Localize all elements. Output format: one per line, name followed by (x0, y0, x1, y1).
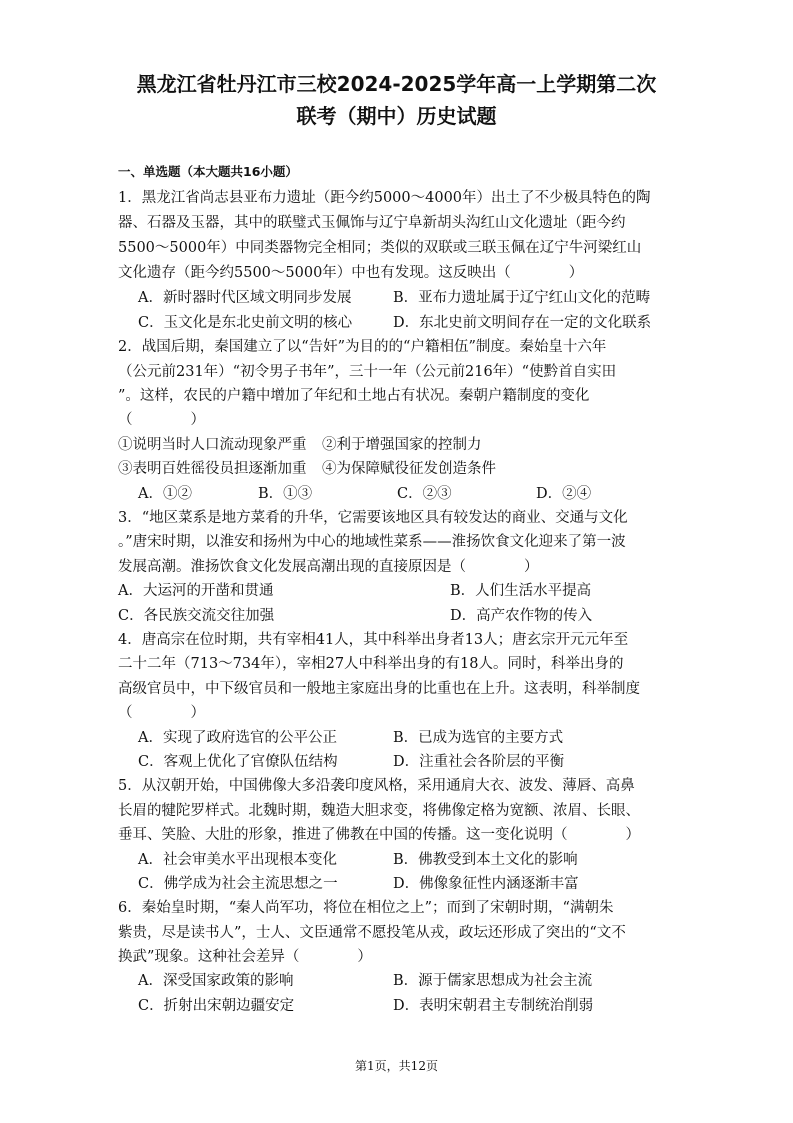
q6-stem-line: 紫贵，尽是读书人”，士人、文臣通常不愿投笔从戎，政坛还形成了突出的“文不 (118, 925, 626, 941)
q2-statement-4: ④为保障赋役征发创造条件 (322, 461, 496, 477)
q4-stem-line: 二十二年（713～734年），宰相27人中科举出身的有18人。同时，科举出身的 (118, 656, 624, 672)
q2-option-c: C．②③ (397, 486, 452, 502)
q6-option-b: B．源于儒家思想成为社会主流 (393, 973, 593, 989)
q4-stem-line: 高级官员中，中下级官员和一般地主家庭出身的比重也在上升。这表明，科举制度 (118, 681, 640, 697)
q1-option-d: D．东北史前文明间存在一定的文化联系 (393, 315, 652, 331)
q6-stem-line: 6．秦始皇时期，“秦人尚军功，将位在相位之上”；而到了宋朝时期，“满朝朱 (118, 900, 614, 916)
q4-stem-line: （ ） (118, 705, 205, 721)
q4-stem-line: 4．唐高宗在位时期，共有宰相41人，其中科举出身者13人；唐玄宗开元元年至 (118, 632, 629, 648)
q2-stem-line: ”。这样，农民的户籍中增加了年纪和土地占有状况。秦朝户籍制度的变化 (118, 388, 590, 404)
section-heading: 一、单选题（本大题共16小题） (118, 164, 298, 179)
q6-option-d: D．表明宋朝君主专制统治削弱 (393, 998, 594, 1014)
q6-option-a: A．深受国家政策的影响 (138, 973, 294, 989)
q2-stem-line: （公元前231年）“初令男子书年”，三十一年（公元前216年）“使黔首自实田 (118, 364, 617, 380)
q4-option-a: A．实现了政府选官的公平公正 (138, 730, 337, 746)
document-title-line-2: 联考（期中）历史试题 (296, 104, 497, 128)
q2-statement-3: ③表明百姓徭役员担逐渐加重 (118, 461, 307, 477)
q5-option-a: A．社会审美水平出现根本变化 (138, 852, 337, 868)
q1-option-c: C．玉文化是东北史前文明的核心 (138, 315, 353, 331)
q6-stem-line: 换武”现象。这种社会差异（ ） (118, 949, 372, 965)
q2-option-d: D．②④ (536, 486, 592, 502)
q1-stem-line: 1．黑龙江省尚志县亚布力遗址（距今约5000～4000年）出土了不少极具特色的陶 (118, 190, 651, 206)
q3-stem-line: 。”唐宋时期，以淮安和扬州为中心的地域性菜系——淮扬饮食文化迎来了第一波 (118, 534, 626, 550)
q5-option-b: B．佛教受到本土文化的影响 (393, 852, 578, 868)
q5-stem-line: 长眉的犍陀罗样式。北魏时期，魏造大胆求变，将佛像定格为宽额、浓眉、长眼、 (118, 803, 640, 819)
q1-option-a: A．新时器时代区域文明同步发展 (138, 290, 352, 306)
q6-option-c: C．折射出宋朝边疆安定 (138, 998, 295, 1014)
document-title-line-1: 黑龙江省牡丹江市三校2024-2025学年高一上学期第二次 (136, 72, 657, 96)
q2-option-b: B．①③ (258, 486, 313, 502)
page-footer: 第1页，共12页 (355, 1059, 438, 1073)
q1-stem-line: 5500～5000年）中同类器物完全相同；类似的双联或三联玉佩在辽宁牛河梁红山 (118, 240, 642, 256)
q5-option-d: D．佛像象征性内涵逐渐丰富 (393, 876, 579, 892)
q3-option-c: C．各民族交流交往加强 (118, 608, 275, 624)
q5-option-c: C．佛学成为社会主流思想之一 (138, 876, 338, 892)
q5-stem-line: 5．从汉朝开始，中国佛像大多沿袭印度风格，采用通肩大衣、波发、薄唇、高鼻 (118, 778, 635, 794)
q2-stem-line: 2．战国后期，秦国建立了以“告奸”为目的的“户籍相伍”制度。秦始皇十六年 (118, 339, 607, 355)
q3-stem-line: 发展高潮。淮扬饮食文化发展高潮出现的直接原因是（ ） (118, 559, 539, 575)
q2-statement-2: ②利于增强国家的控制力 (322, 437, 482, 453)
q2-stem-line: （ ） (118, 412, 205, 428)
q4-option-c: C．客观上优化了官僚队伍结构 (138, 754, 338, 770)
q4-option-d: D．注重社会各阶层的平衡 (393, 754, 565, 770)
q1-stem-line: 文化遗存（距今约5500～5000年）中也有发现。这反映出（ ） (118, 265, 584, 281)
q1-option-b: B．亚布力遗址属于辽宁红山文化的范畴 (393, 290, 651, 306)
q3-option-a: A．大运河的开凿和贯通 (118, 583, 274, 599)
q2-option-a: A．①② (138, 486, 192, 502)
q3-option-d: D．高产农作物的传入 (450, 608, 593, 624)
q5-stem-line: 垂耳、笑脸、大肚的形象，推进了佛教在中国的传播。这一变化说明（ ） (118, 827, 640, 843)
q1-stem-line: 器、石器及玉器，其中的联璧式玉佩饰与辽宁阜新胡头沟红山文化遗址（距今约 (118, 215, 626, 231)
q4-option-b: B．已成为选官的主要方式 (393, 730, 564, 746)
q3-stem-line: 3．“地区菜系是地方菜肴的升华，它需要该地区具有较发达的商业、交通与文化 (118, 510, 628, 526)
q2-statement-1: ①说明当时人口流动现象严重 (118, 437, 307, 453)
q3-option-b: B．人们生活水平提高 (450, 583, 592, 599)
